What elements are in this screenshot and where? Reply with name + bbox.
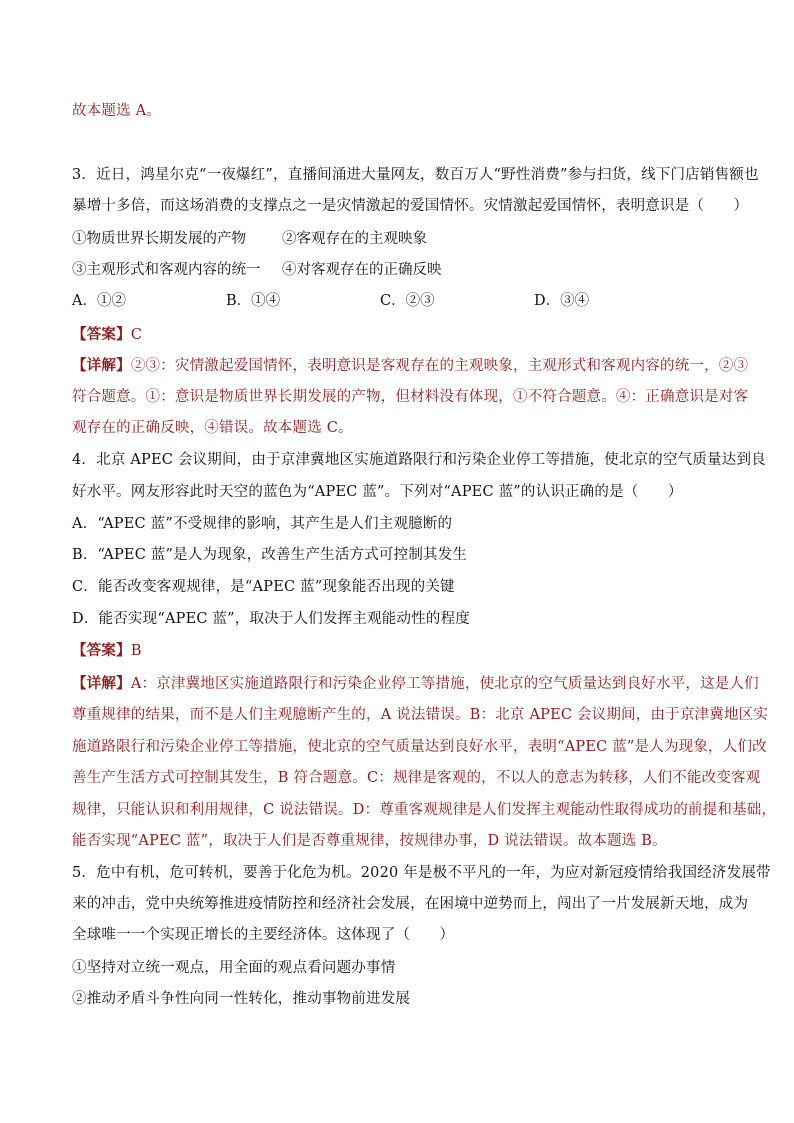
q4-answer-value: B <box>130 643 142 659</box>
q3-answer <box>72 325 142 345</box>
previous-conclusion: 故本题选 A。 <box>72 103 161 119</box>
q3-detail-line3: 观存在的正确反映，④错误。故本题选 C。 <box>72 420 353 436</box>
q5-item-2: ②推动矛盾斗争性向同一性转化，推动事物前进发展 <box>72 991 411 1007</box>
q4-option-d: D．能否实现“APEC 蓝”，取决于人们发挥主观能动性的程度 <box>72 611 470 627</box>
answer-tag: 【答案】 <box>72 642 131 659</box>
q3-detail-line2: 符合题意。①：意识是物质世界长期发展的产物，但材料没有体现，①不符合题意。④：正确意识是对客 <box>72 389 749 405</box>
q4-detail-line5: 规律，只能认识和利用规律，C 说法错误。D：尊重客观规律是人们发挥主观能动性取得成功的前提和基础， <box>72 802 777 818</box>
q3-answer-value: C <box>130 327 143 343</box>
q5-stem-line1: 5．危中有机，危可转机，要善于化危为机。2020 年是极不平凡的一年，为应对新冠疫情给我国经济发展带 <box>72 865 771 881</box>
q3-detail-line1 <box>72 356 748 376</box>
q4-option-a: A．“APEC 蓝”不受规律的影响，其产生是人们主观臆断的 <box>72 516 453 532</box>
q3-option-a: A．①② <box>72 293 126 309</box>
q3-item-3: ③主观形式和客观内容的统一 <box>72 262 261 278</box>
q5-stem-line2: 来的冲击，党中央统筹推进疫情防控和经济社会发展，在困境中逆势而上，闯出了一片发展新天地，成为 <box>72 896 749 912</box>
q4-detail-line2: 尊重规律的结果，而不是人们主观臆断产生的，A 说法错误。B：北京 APEC 会议期间，由于京津冀地区实 <box>72 707 769 723</box>
q4-detail-line3: 施道路限行和污染企业停工等措施，使北京的空气质量达到良好水平，表明“APEC 蓝”是人为现象，人们改 <box>72 739 767 755</box>
q4-stem-line1: 4．北京 APEC 会议期间，由于京津冀地区实施道路限行和污染企业停工等措施，使北京的空气质量达到良 <box>72 452 766 468</box>
detail-tag: 【详解】 <box>72 357 131 374</box>
q3-option-b: B．①④ <box>226 293 281 309</box>
q5-item-1: ①坚持对立统一观点，用全面的观点看问题办事情 <box>72 960 396 976</box>
q4-option-c: C．能否改变客观规律，是“APEC 蓝”现象能否出现的关键 <box>72 579 455 595</box>
q4-detail-line6: 能否实现“APEC 蓝”，取决于人们是否尊重规律，按规律办事，D 说法错误。故本题选 B。 <box>72 833 667 849</box>
q3-item-2: ②客观存在的主观映象 <box>282 231 427 247</box>
q4-detail-line4: 善生产生活方式可控制其发生，B 符合题意。C：规律是客观的，不以人的意志为转移，人们不能改变客观 <box>72 770 761 786</box>
q3-item-4: ④对客观存在的正确反映 <box>282 262 442 278</box>
answer-tag: 【答案】 <box>72 326 131 343</box>
q4-option-b: B．“APEC 蓝”是人为现象，改善生产生活方式可控制其发生 <box>72 547 468 563</box>
q3-option-d: D．③④ <box>534 293 590 309</box>
q3-item-1: ①物质世界长期发展的产物 <box>72 231 246 247</box>
q5-stem-line3: 全球唯一一个实现正增长的主要经济体。这体现了（ ） <box>72 927 455 943</box>
q4-answer <box>72 641 142 661</box>
q3-detail-text1: ②③：灾情激起爱国情怀，表明意识是客观存在的主观映象，主观形式和客观内容的统一，②③ <box>130 358 749 374</box>
detail-tag: 【详解】 <box>72 675 131 692</box>
q3-option-c: C．②③ <box>380 293 435 309</box>
q4-stem-line2: 好水平。网友形容此时天空的蓝色为“APEC 蓝”。下列对“APEC 蓝”的认识正确的是（ ） <box>72 484 683 500</box>
q3-stem-line1: 3．近日，鸿星尔克“一夜爆红”，直播间涌进大量网友，数百万人“野性消费”参与扫货，线下门店销售额也 <box>72 167 759 183</box>
q4-detail-line1 <box>72 674 759 694</box>
q3-stem-line2: 暴增十多倍，而这场消费的支撑点之一是灾情激起的爱国情怀。灾情激起爱国情怀，表明意识是（ ） <box>72 198 749 214</box>
q4-detail-text1: A：京津冀地区实施道路限行和污染企业停工等措施，使北京的空气质量达到良好水平，这是人们 <box>130 676 759 692</box>
